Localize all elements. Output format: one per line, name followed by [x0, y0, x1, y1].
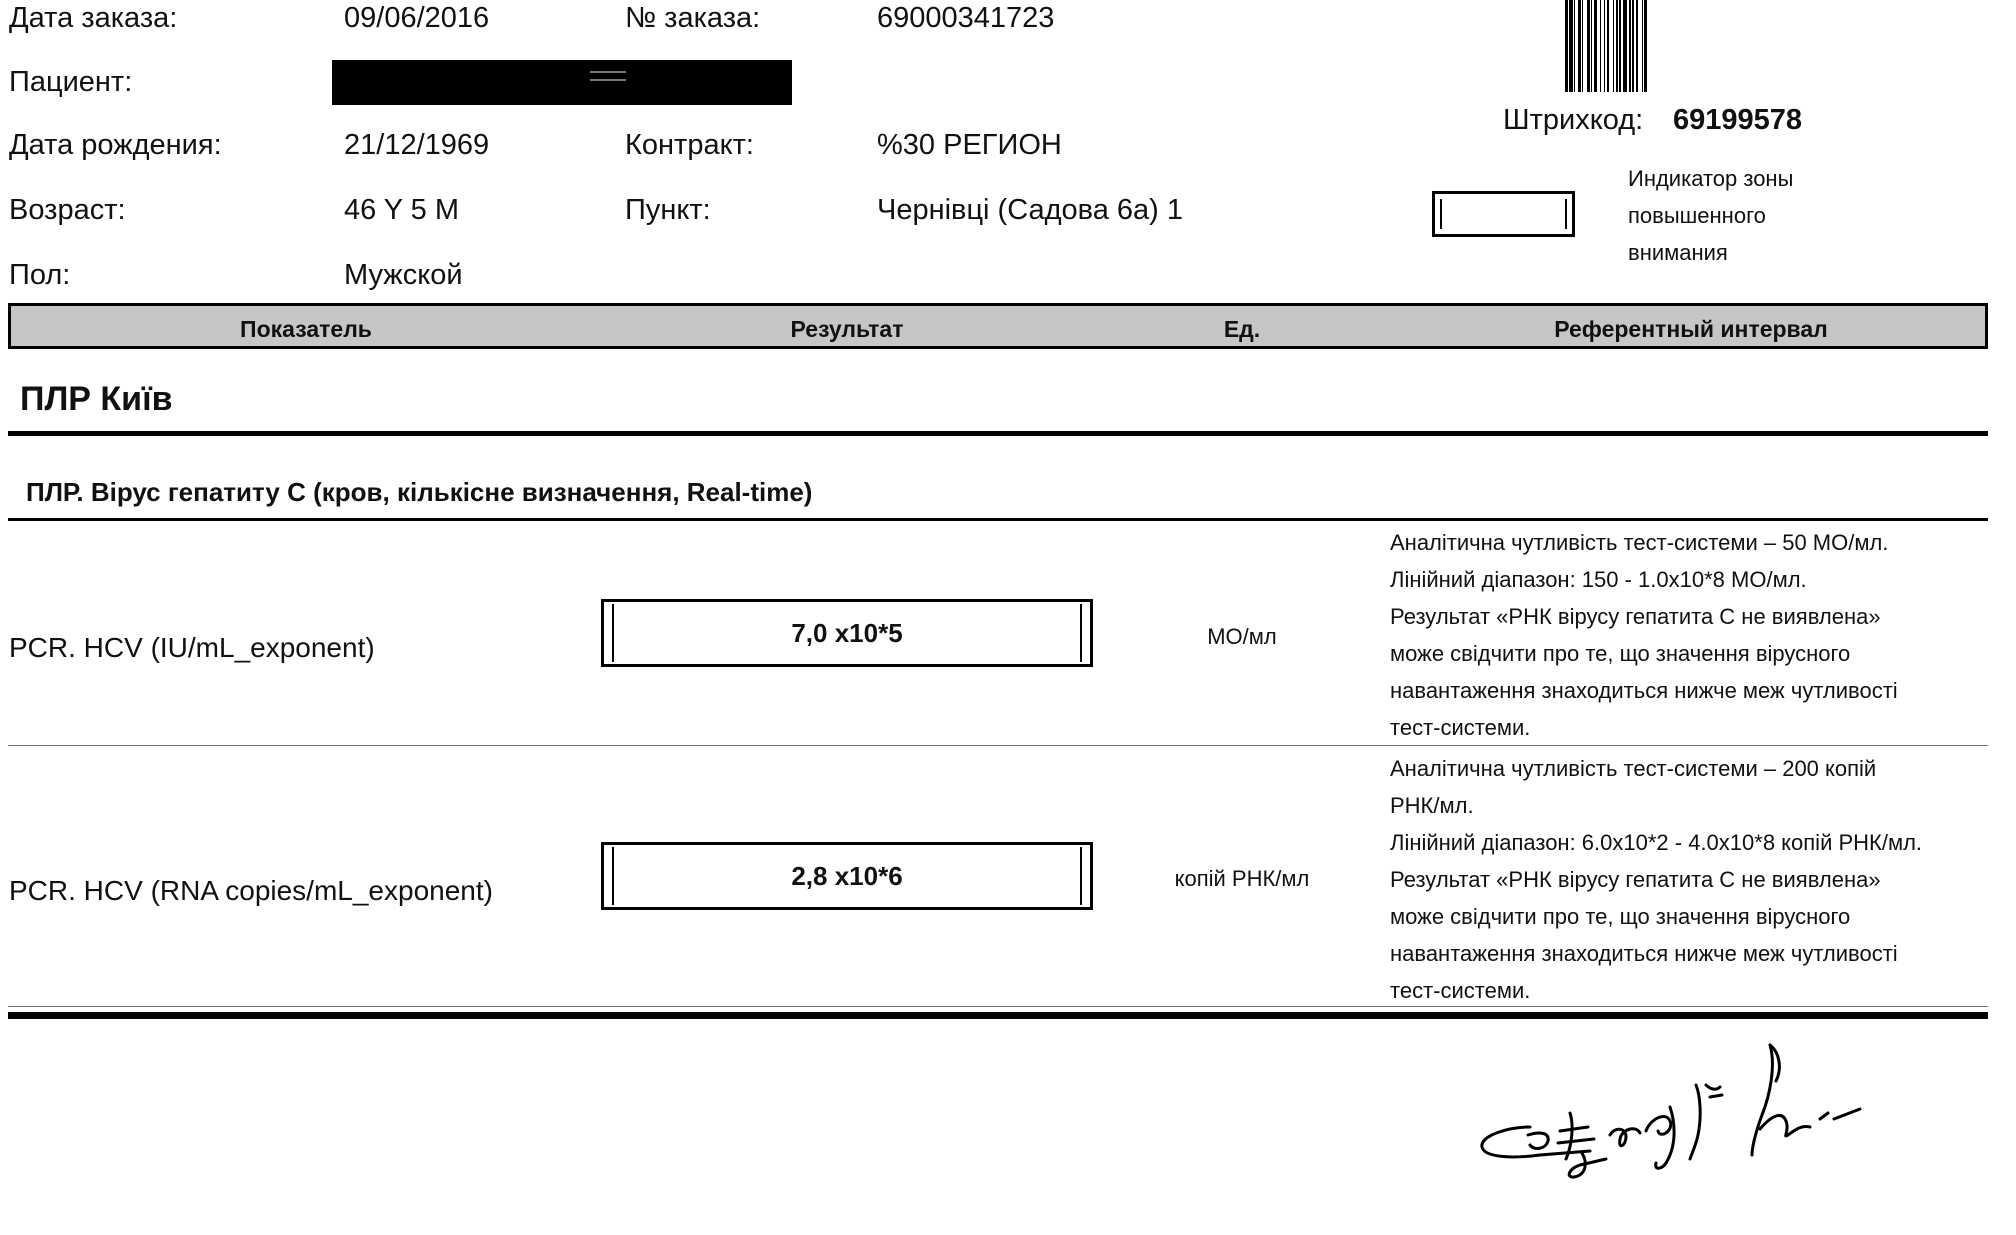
- order-date-value: 09/06/2016: [344, 2, 490, 34]
- section-title: ПЛР Київ: [20, 380, 173, 418]
- order-date-label: Дата заказа:: [9, 2, 178, 34]
- table-row-2-result: 2,8 x10*6: [601, 842, 1093, 910]
- table-row-2-unit: копій РНК/мл: [1174, 866, 1310, 891]
- section-divider: [8, 431, 1988, 436]
- signature-image: [1470, 1035, 1960, 1205]
- order-number-value: 69000341723: [877, 2, 1055, 34]
- col-reference-header: Референтный интервал: [1554, 316, 1828, 342]
- subtest-title: ПЛР. Вірус гепатиту С (кров, кількісне визначення, Real-time): [26, 477, 813, 507]
- sex-value: Мужской: [344, 259, 463, 291]
- table-row-1-unit: МО/мл: [1207, 624, 1277, 649]
- sex-label: Пол:: [9, 259, 71, 291]
- age-value: 46 Y 5 M: [344, 194, 460, 226]
- barcode-value: 69199578: [1673, 104, 1803, 136]
- contract-value: %30 РЕГИОН: [877, 129, 1062, 161]
- patient-name-redaction: [332, 60, 792, 105]
- birth-date-value: 21/12/1969: [344, 129, 490, 161]
- age-label: Возраст:: [9, 194, 126, 226]
- col-indicator-header: Показатель: [240, 316, 372, 342]
- row-divider: [8, 1006, 1988, 1007]
- col-unit-header: Ед.: [1223, 316, 1261, 342]
- table-row-1-reference: Аналітична чутливість тест-системи – 50 МО/мл. Лінійний діапазон: 150 - 1.0x10*8 МО/мл. Результат «РНК вірусу гепатита С не виявлена» може свідчити про те, що значення вірусного навантаження знаходиться нижче меж чутливості тест-системи.: [1390, 530, 1898, 740]
- order-number-label: № заказа:: [625, 2, 761, 34]
- patient-label: Пациент:: [9, 66, 133, 98]
- attention-indicator-box: [1432, 191, 1575, 237]
- table-row-1-result: 7,0 x10*5: [601, 599, 1093, 667]
- point-value: Чернівці (Садова 6а) 1: [877, 194, 1184, 226]
- barcode-label: Штрихкод:: [1503, 104, 1644, 136]
- table-row-2-name: PCR. HCV (RNA copies/mL_exponent): [9, 875, 493, 906]
- table-row-2-reference: Аналітична чутливість тест-системи – 200 копій РНК/мл. Лінійний діапазон: 6.0x10*2 - 4.0x10*8 копій РНК/мл. Результат «РНК вірусу гепатита С не виявлена» може свідчити про те, що значення вірусного навантаження знаходиться нижче меж чутливості тест-системи.: [1390, 756, 1923, 1003]
- birth-date-label: Дата рождения:: [9, 129, 222, 161]
- table-row-1-name: PCR. HCV (IU/mL_exponent): [9, 632, 375, 663]
- barcode-image: [1565, 0, 1717, 92]
- subtest-divider: [8, 518, 1988, 521]
- contract-label: Контракт:: [625, 129, 754, 161]
- attention-indicator-label: Индикатор зоны повышенного внимания: [1628, 166, 1794, 265]
- point-label: Пункт:: [625, 194, 711, 226]
- row-divider: [8, 745, 1988, 746]
- col-result-header: Результат: [790, 316, 904, 342]
- table-bottom-rule: [8, 1012, 1988, 1019]
